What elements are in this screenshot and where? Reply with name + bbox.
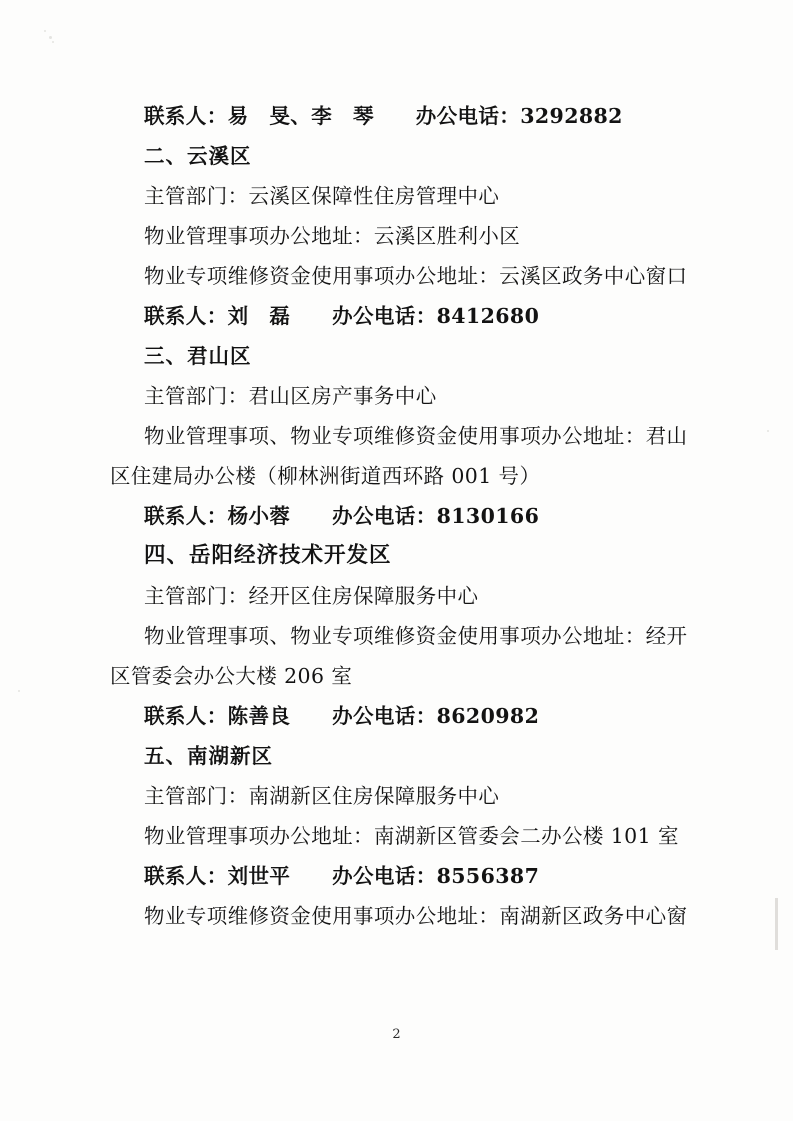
body-line: 物业管理事项办公地址：云溪区胜利小区 [144, 224, 521, 248]
section-heading-yunxi: 二、云溪区 [144, 144, 252, 168]
paper-speck-icon [44, 30, 46, 32]
body-line: 主管部门：南湖新区住房保障服务中心 [144, 784, 500, 808]
page-edge-mark [775, 898, 778, 950]
contact-line: 联系人：刘世平 办公电话：8556387 [144, 864, 540, 888]
body-line: 物业管理事项、物业专项维修资金使用事项办公地址：经开 [144, 624, 688, 648]
contact-line: 联系人：陈善良 办公电话：8620982 [144, 704, 540, 728]
document-body [110, 96, 690, 936]
body-line: 主管部门：经开区住房保障服务中心 [144, 584, 479, 608]
body-line-continued: 区管委会办公大楼 206 室 [110, 664, 353, 688]
body-line: 物业管理事项办公地址：南湖新区管委会二办公楼 101 室 [144, 824, 679, 848]
contact-line: 联系人：易 旻、李 琴 办公电话：3292882 [144, 104, 623, 128]
body-line: 主管部门：云溪区保障性住房管理中心 [144, 184, 500, 208]
contact-line: 联系人：杨小蓉 办公电话：8130166 [144, 504, 540, 528]
contact-line: 联系人：刘 磊 办公电话：8412680 [144, 304, 540, 328]
page-number: 2 [392, 1027, 401, 1042]
body-line: 主管部门：君山区房产事务中心 [144, 384, 437, 408]
body-line: 物业专项维修资金使用事项办公地址：南湖新区政务中心窗 [144, 904, 688, 928]
paper-speck-icon [18, 690, 20, 692]
paper-speck-icon [49, 36, 52, 39]
body-line: 物业管理事项、物业专项维修资金使用事项办公地址：君山 [144, 424, 688, 448]
body-line: 物业专项维修资金使用事项办公地址：云溪区政务中心窗口 [144, 264, 688, 288]
body-line-continued: 区住建局办公楼（柳林洲街道西环路 001 号） [110, 464, 541, 488]
section-heading-kaifaqu: 四、岳阳经济技术开发区 [144, 543, 392, 568]
section-heading-junshan: 三、君山区 [144, 344, 252, 368]
paper-speck-icon [52, 41, 54, 43]
paper-speck-icon [767, 430, 769, 432]
section-heading-nanhu: 五、南湖新区 [144, 744, 273, 768]
